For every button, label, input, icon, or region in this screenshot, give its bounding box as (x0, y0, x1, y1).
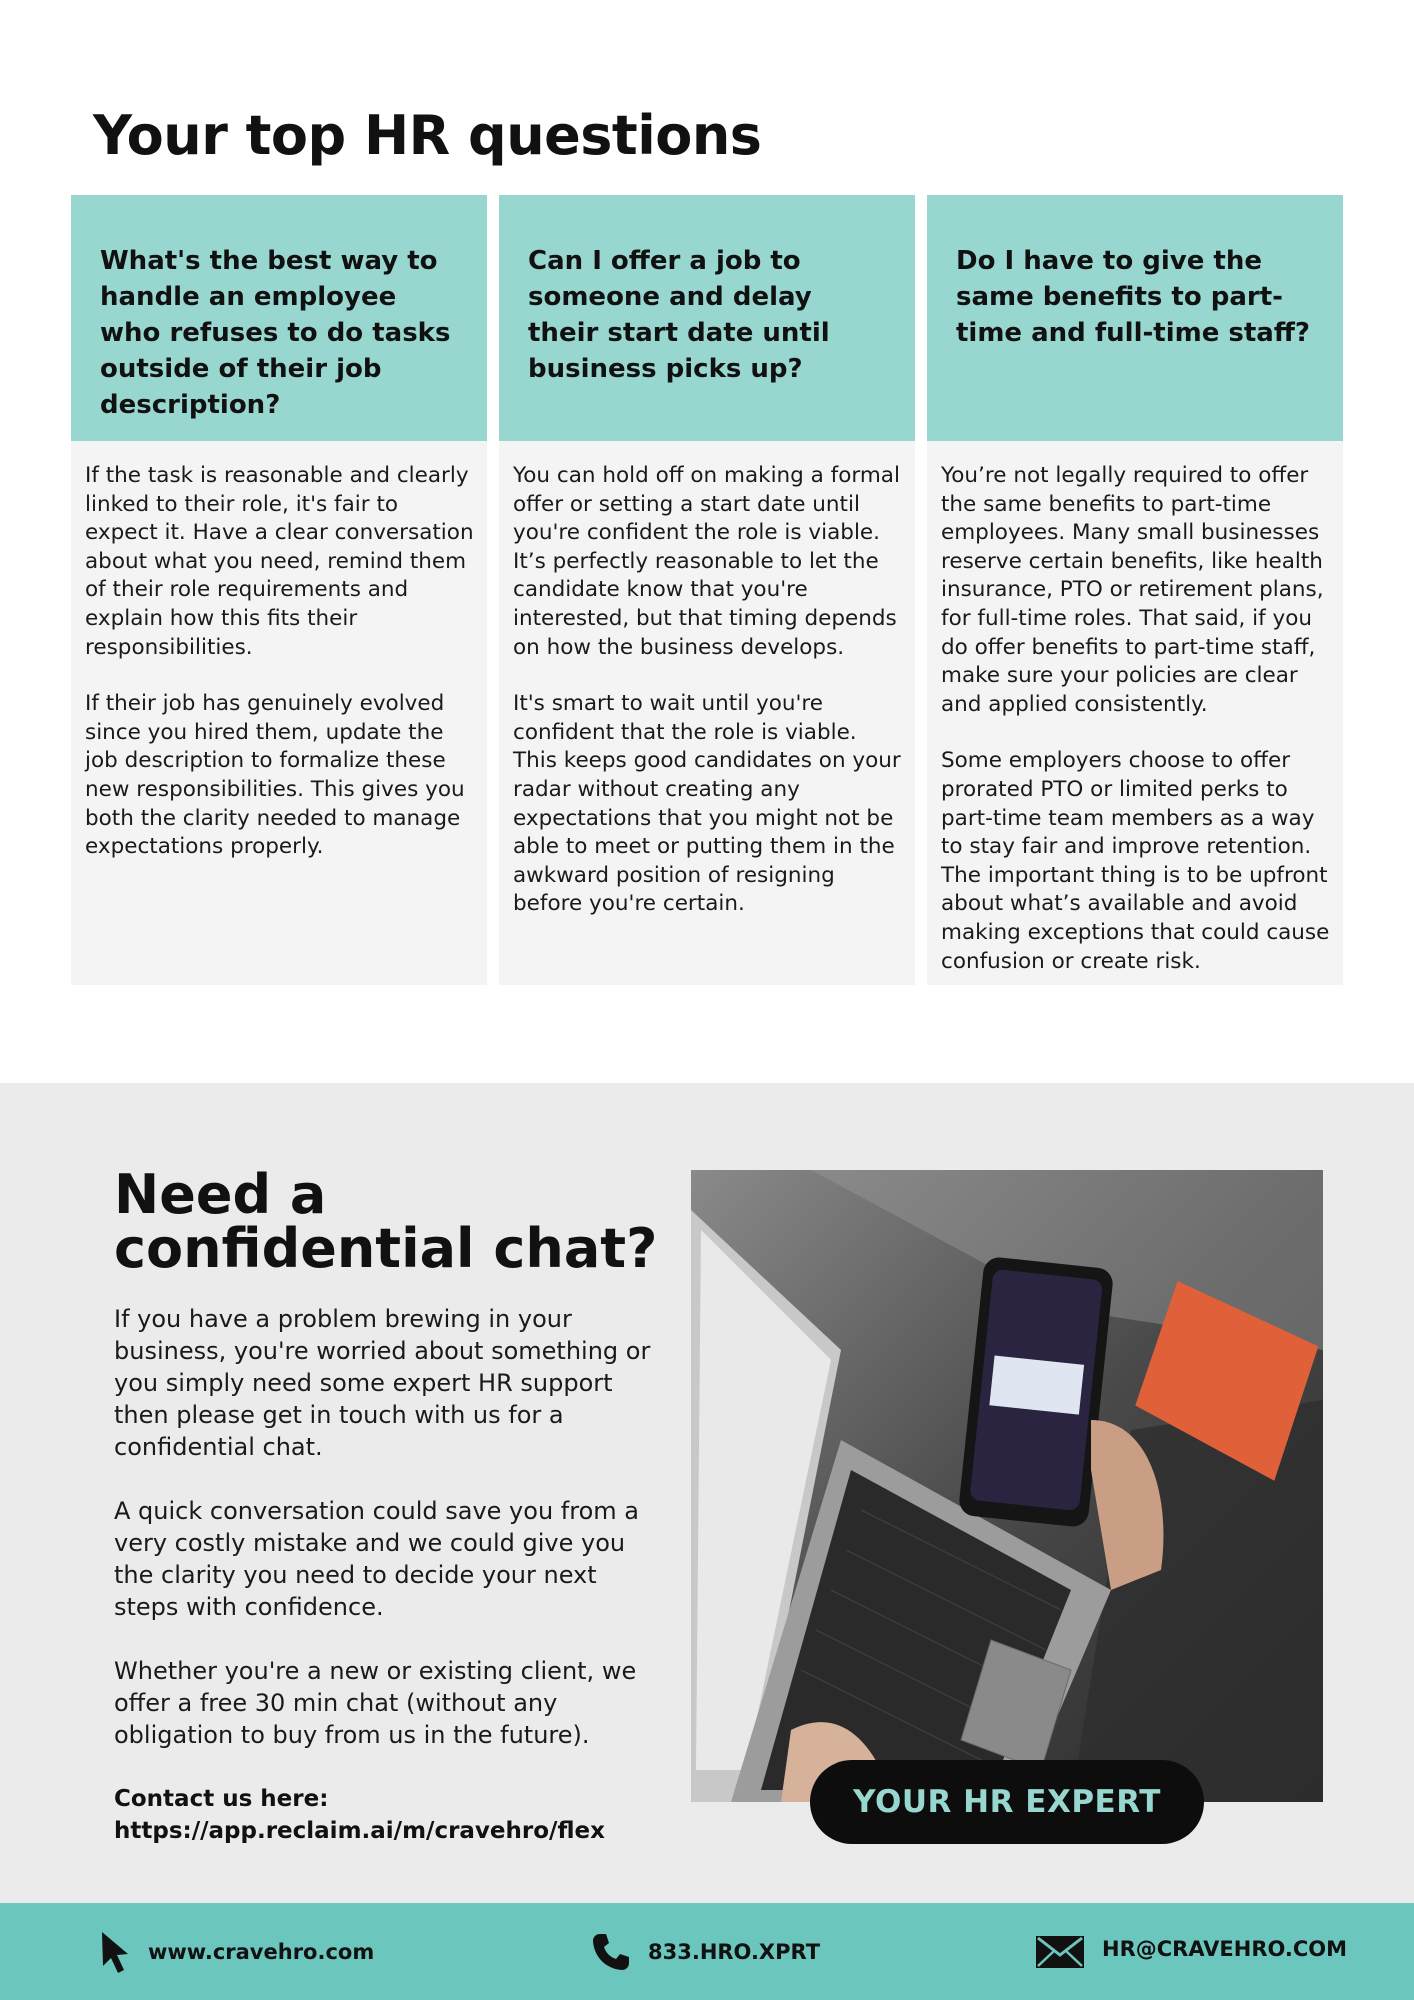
chat-paragraph: If you have a problem brewing in your business, you're worried about something or you simply need some expert HR support then please get in touch with us for a confidential chat. (114, 1305, 651, 1461)
laptop-phone-photo (691, 1170, 1323, 1802)
your-hr-expert-badge: YOUR HR EXPERT (810, 1760, 1204, 1844)
chat-title: Need a confidential chat? (114, 1163, 658, 1280)
photo-illustration (691, 1170, 1323, 1802)
faq-card-1 (71, 195, 487, 985)
faq-question: Do I have to give the same benefits to part-time and full-time staff? (956, 246, 1310, 348)
faq-card-2 (499, 195, 915, 985)
footer-email[interactable] (1035, 1903, 1347, 2000)
footer-website[interactable] (100, 1903, 374, 2000)
contact-label: Contact us here: (114, 1786, 329, 1812)
phone-number[interactable]: 833.HRO.XPRT (648, 1939, 821, 1964)
confidential-chat-section (0, 1083, 1414, 1903)
faq-answer (71, 441, 487, 985)
cursor-icon (100, 1930, 130, 1974)
faq-answer-paragraph: You’re not legally required to offer the same benefits to part-time employees. Many small businesses reserve certain benefits, like health insurance, PTO or retirement plans, for full-time roles. That said, if you do offer benefits to part-time staff, make sure your policies are clear and applied consistently. (941, 463, 1324, 717)
faq-question: Can I offer a job to someone and delay their start date until business picks up? (528, 246, 830, 384)
faq-answer-paragraph: It's smart to wait until you're confident that the role is viable. This keeps good candidates on your radar without creating any expectations that you might not be able to meet or putting them in the awkward position of resigning before you're certain. (513, 691, 901, 917)
faq-answer (499, 441, 915, 985)
website-link[interactable]: www.cravehro.com (148, 1939, 375, 1964)
page-title: Your top HR questions (93, 104, 762, 167)
phone-icon (591, 1932, 631, 1972)
faq-question: What's the best way to handle an employee who refuses to do tasks outside of their job description? (100, 246, 451, 420)
chat-text (114, 1303, 654, 1847)
email-address[interactable]: HR@CRAVEHRO.COM (1102, 1936, 1348, 1961)
envelope-icon (1035, 1935, 1085, 1969)
chat-paragraph: A quick conversation could save you from a very costly mistake and we could give you the clarity you need to decide your next steps with confidence. (114, 1497, 639, 1621)
faq-answer-paragraph: If their job has genuinely evolved since you hired them, update the job description to formalize these new responsibilities. This gives you both the clarity needed to manage expectations properly. (85, 691, 465, 860)
faq-card-header (927, 195, 1343, 441)
faq-card-header (71, 195, 487, 441)
chat-paragraph: Whether you're a new or existing client, we offer a free 30 min chat (without any obligation to buy from us in the future). (114, 1657, 637, 1749)
faq-answer-paragraph: Some employers choose to offer prorated PTO or limited perks to part-time team members as a way to stay fair and improve retention. The important thing is to be upfront about what’s available and avoid making exceptions that could cause confusion or create risk. (941, 748, 1330, 974)
faq-card-3 (927, 195, 1343, 985)
faq-answer-paragraph: You can hold off on making a formal offer or setting a start date until you're confident the role is viable. It’s perfectly reasonable to let the candidate know that you're interested, but that timing depends on how the business develops. (513, 463, 900, 660)
contact-link[interactable]: https://app.reclaim.ai/m/cravehro/flex (114, 1818, 605, 1844)
footer (0, 1903, 1414, 2000)
faq-answer-paragraph: If the task is reasonable and clearly linked to their role, it's fair to expect it. Have a clear conversation about what you need, remind them of their role requirements and explain how this fits their responsibilities. (85, 463, 474, 660)
faq-card-header (499, 195, 915, 441)
footer-phone[interactable] (591, 1903, 820, 2000)
faq-answer (927, 441, 1343, 985)
